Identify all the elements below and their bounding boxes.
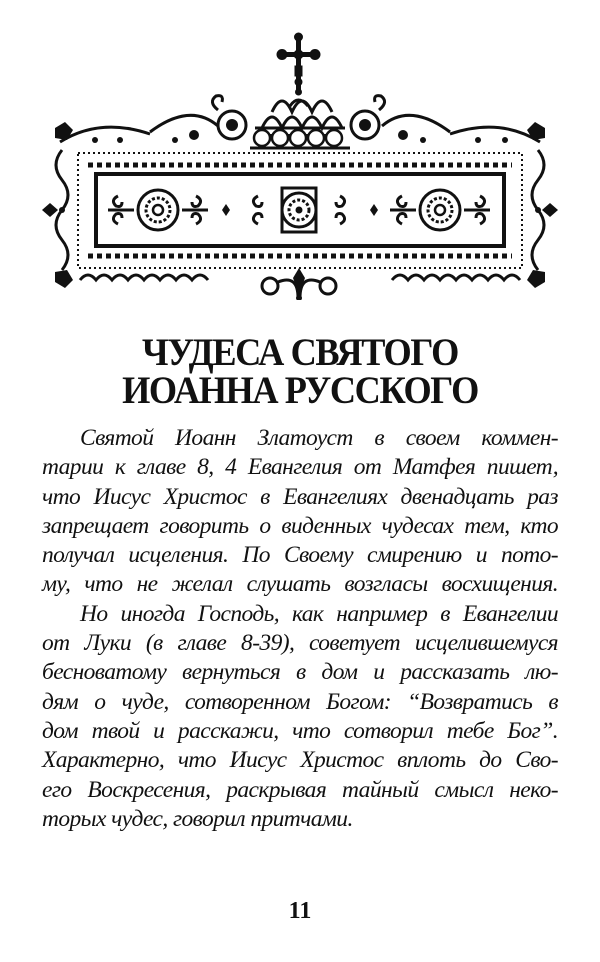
- text-line: тарии к главе 8, 4 Евангелия от Матфея пишет,: [42, 454, 558, 481]
- page-number: 11: [288, 898, 312, 924]
- paragraph-1: [42, 424, 558, 600]
- body-text: [42, 424, 558, 834]
- text-line: торых чудес, говорил притчами.: [42, 805, 353, 832]
- text-line: Святой Иоанн Златоуст в своем коммен-: [80, 425, 558, 451]
- scalloped-dome: [250, 100, 350, 148]
- text-line: Характерно, что Иисус Христос вплоть до Сво-: [42, 747, 558, 774]
- text-line: запрещает говорить о виденных чудесах тем, кто: [42, 512, 558, 539]
- text-line: от Луки (в главе 8-39), советует исцелившемуся: [42, 630, 558, 657]
- dome-beads: [254, 130, 342, 146]
- text-line: Но иногда Господь, как например в Евангелии: [80, 600, 558, 627]
- text-line: дям о чуде, сотворенном Богом: “Возвратись в: [42, 688, 558, 715]
- text-line: его Воскресения, раскрывая тайный смысл неко-: [42, 776, 558, 803]
- page-title: [21, 331, 579, 412]
- text-line: бесноватому вернуться в дом и рассказать лю-: [42, 659, 558, 686]
- text-line: дом твой и расскажи, что сотворил тебе Бог”.: [42, 717, 558, 744]
- headpiece-ornament: [0, 0, 600, 300]
- title-line: ИОАННА РУССКОГО: [122, 369, 478, 412]
- text-line: получал исцеления. По Своему смирению и пото-: [42, 542, 558, 569]
- paragraph-2: [42, 600, 558, 834]
- text-line: му, что не желал слушать возгласы восхищения.: [42, 571, 558, 598]
- cross-icon: [277, 33, 320, 95]
- text-line: что Иисус Христос в Евангелиях двенадцать раз: [42, 483, 558, 510]
- title-line: ЧУДЕСА СВЯТОГО: [142, 331, 458, 374]
